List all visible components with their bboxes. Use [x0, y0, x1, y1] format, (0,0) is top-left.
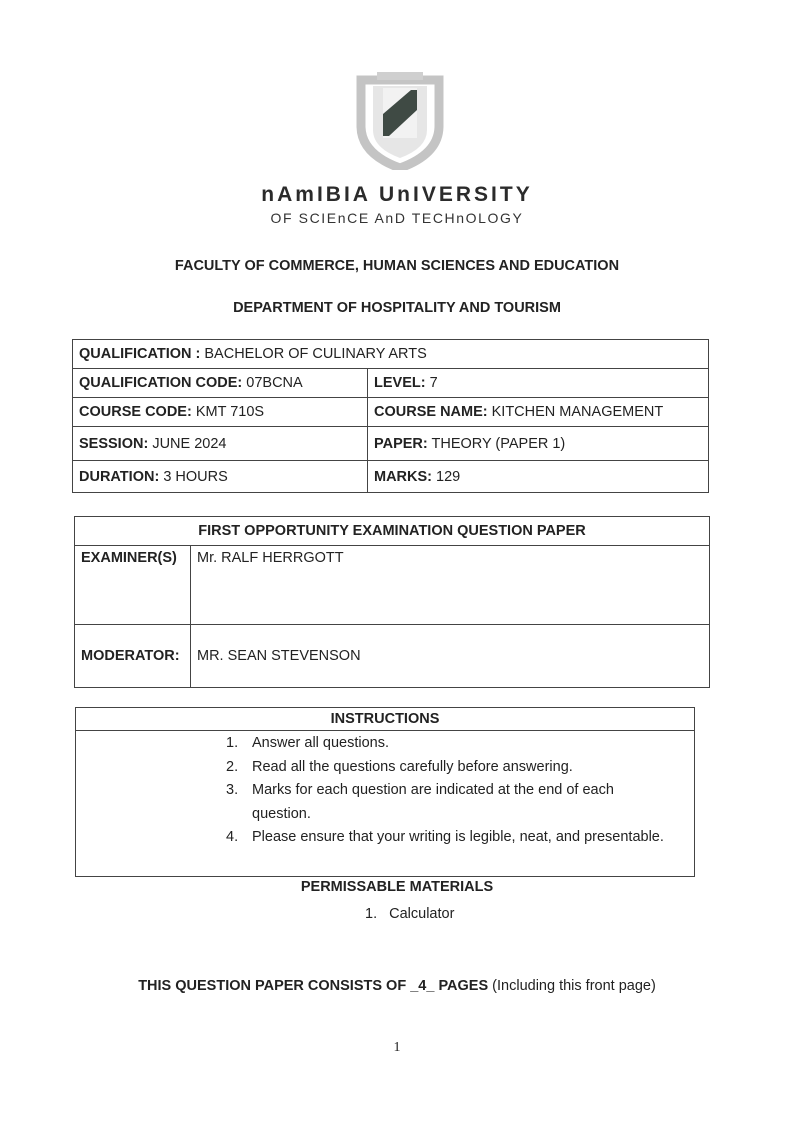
table-row	[73, 340, 709, 369]
moderator-value: MR. SEAN STEVENSON	[191, 625, 710, 688]
qualification-value: BACHELOR OF CULINARY ARTS	[204, 346, 427, 362]
qualification-code-cell	[73, 369, 368, 398]
qualification-code-label: QUALIFICATION CODE:	[79, 375, 243, 391]
session-value: JUNE 2024	[152, 435, 227, 452]
level-cell	[368, 369, 709, 398]
nust-shield-logo-icon	[355, 68, 445, 170]
department-heading: DEPARTMENT OF HOSPITALITY AND TOURISM	[233, 300, 561, 316]
university-name: nAmIBIA UnIVERSITY	[261, 183, 533, 206]
paper-value: THEORY (PAPER 1)	[431, 435, 566, 452]
session-cell	[73, 427, 368, 461]
list-item: 4. Please ensure that your writing is legible, neat, and presentable.	[226, 829, 664, 845]
university-subtitle: OF SCIEnCE AnD TECHnOLOGY	[270, 210, 524, 226]
table-row	[75, 546, 710, 625]
page-count-statement	[0, 978, 794, 994]
marks-value: 129	[436, 468, 461, 485]
qualification-table	[72, 339, 709, 493]
course-code-value: KMT 710S	[195, 404, 265, 420]
list-item: 3. Marks for each question are indicated at the end of each question.	[226, 782, 614, 822]
page-count-bold: THIS QUESTION PAPER CONSISTS OF _4_ PAGES	[138, 978, 489, 994]
course-name-value: KITCHEN MANAGEMENT	[491, 404, 664, 420]
paper-label: PAPER:	[374, 435, 428, 452]
examiner-label: EXAMINER(S)	[75, 546, 191, 625]
session-label: SESSION:	[79, 435, 149, 452]
permissible-material-item	[365, 906, 454, 922]
examiner-value: Mr. RALF HERRGOTT	[191, 546, 710, 625]
course-name-label: COURSE NAME:	[374, 404, 488, 420]
nust-logo	[355, 68, 445, 170]
table-row	[73, 427, 709, 461]
level-label: LEVEL:	[374, 375, 426, 391]
duration-value: 3 HOURS	[163, 468, 228, 485]
list-item: 1. Answer all questions.	[226, 735, 390, 751]
level-value: 7	[429, 375, 438, 391]
page-count-note: (Including this front page)	[492, 978, 656, 994]
instructions-box	[75, 707, 695, 877]
permissible-materials-title: PERMISSABLE MATERIALS	[300, 879, 494, 895]
course-code-label: COURSE CODE:	[79, 404, 192, 420]
list-item: 2. Read all the questions carefully before answering.	[226, 758, 573, 775]
table-row	[73, 369, 709, 398]
qualification-cell	[73, 340, 709, 369]
instructions-title: INSTRUCTIONS	[76, 708, 694, 731]
table-row	[75, 625, 710, 688]
qualification-code-value: 07BCNA	[246, 375, 303, 391]
examination-table	[74, 516, 710, 688]
table-row	[73, 398, 709, 427]
duration-label: DURATION:	[79, 468, 160, 485]
moderator-label: MODERATOR:	[75, 625, 191, 688]
course-name-cell	[368, 398, 709, 427]
permissible-item-num: 1.	[365, 906, 378, 922]
duration-cell	[73, 461, 368, 493]
qualification-label: QUALIFICATION :	[79, 346, 201, 362]
table-row	[75, 517, 710, 546]
permissible-item-text: Calculator	[389, 906, 455, 922]
paper-cell	[368, 427, 709, 461]
exam-title: FIRST OPPORTUNITY EXAMINATION QUESTION PAPER	[75, 517, 710, 546]
instructions-list	[226, 732, 666, 850]
marks-label: MARKS:	[374, 468, 432, 485]
faculty-heading: FACULTY OF COMMERCE, HUMAN SCIENCES AND EDUCATION	[174, 258, 620, 274]
page-number: 1	[393, 1040, 401, 1055]
table-row	[73, 461, 709, 493]
course-code-cell	[73, 398, 368, 427]
marks-cell	[368, 461, 709, 493]
